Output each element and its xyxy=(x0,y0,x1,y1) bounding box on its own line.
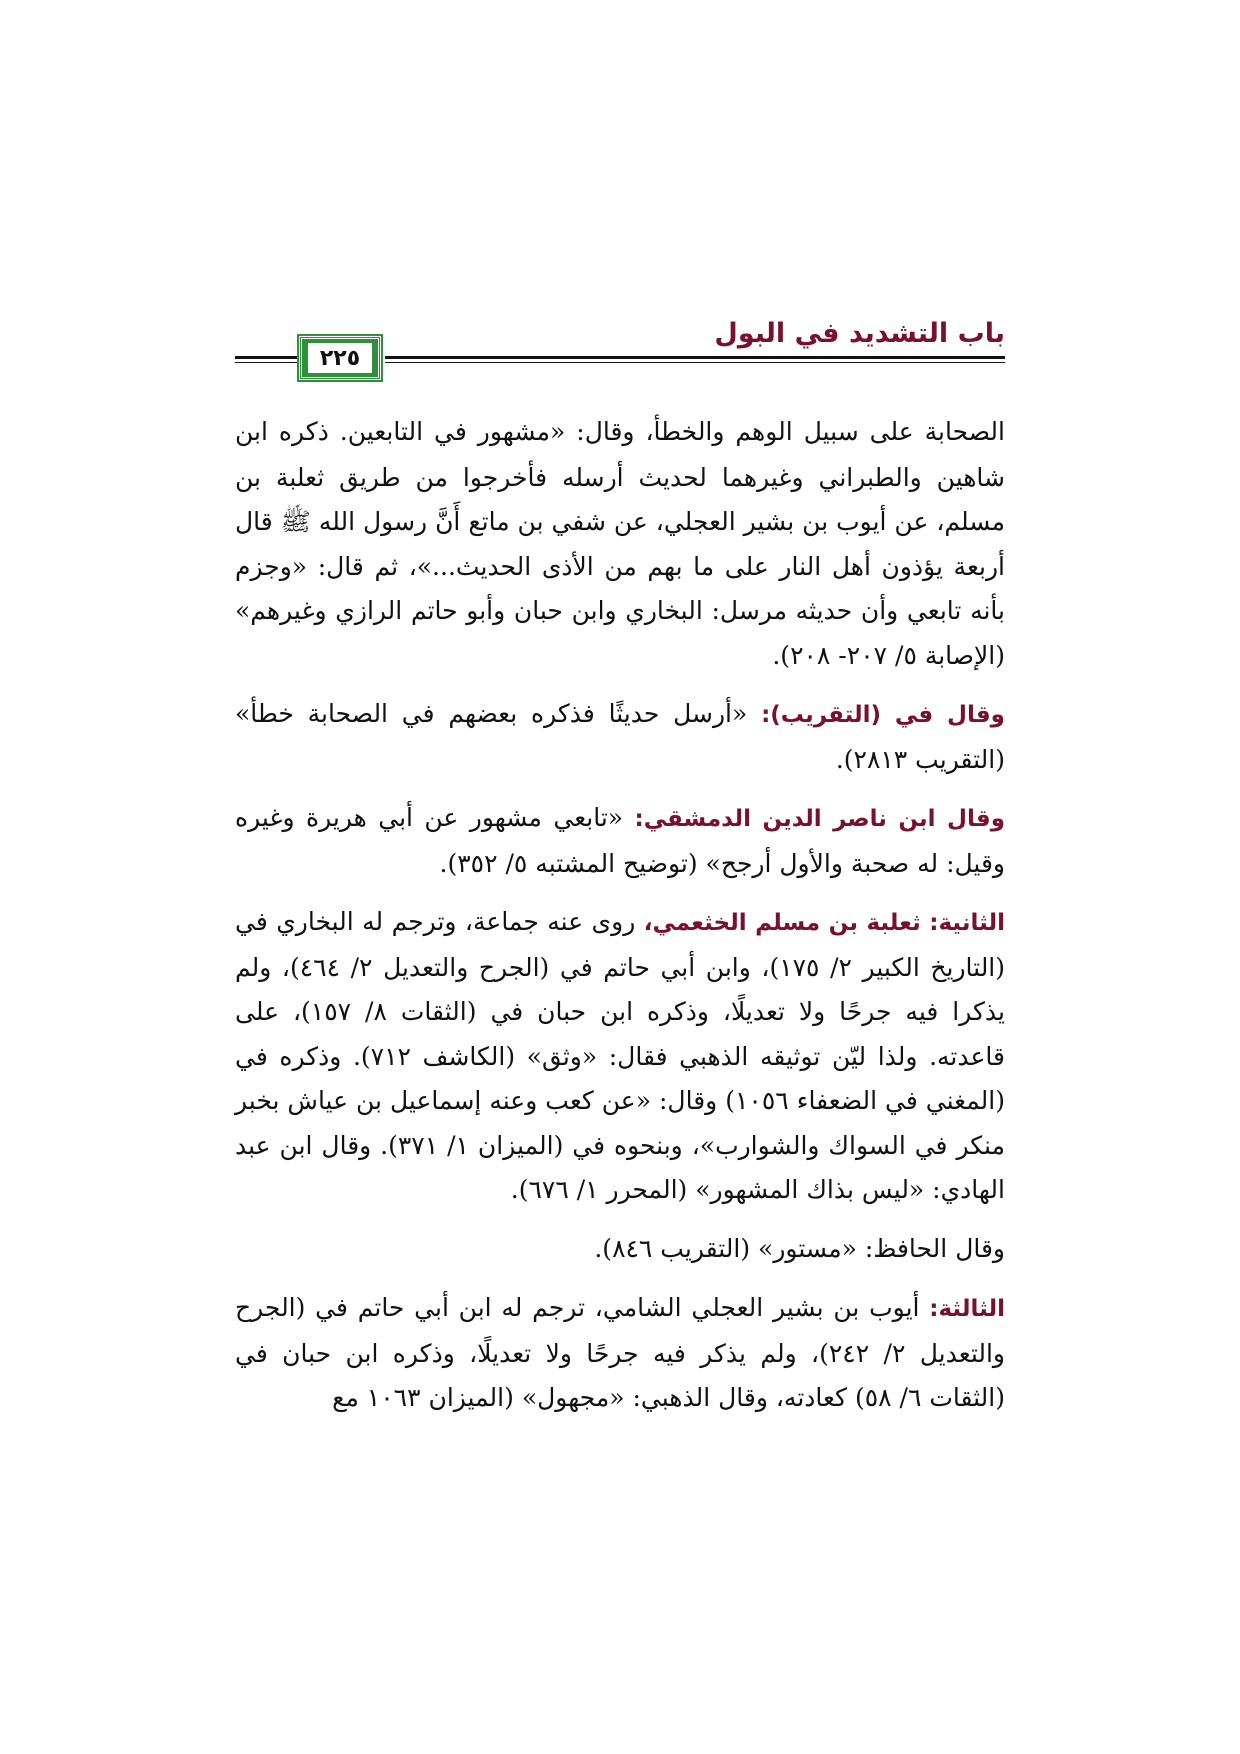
paragraph-1 xyxy=(235,410,1005,678)
paragraph-lead: وقال في (التقريب): xyxy=(761,702,1005,728)
chapter-title: باب التشديد في البول xyxy=(714,318,1005,349)
paragraph-5 xyxy=(235,1227,1005,1273)
paragraph-lead: الثالثة: xyxy=(929,1296,1005,1322)
page-number: ٢٢٥ xyxy=(307,342,373,374)
paragraph-text: أيوب بن بشير العجلي الشامي، ترجم له ابن أبي حاتم في (الجرح والتعديل ٢/ ٢٤٢)، ولم يذكر فيه جرحًا ولا تعديلًا، وذكره ابن حبان في (الثقات ٦/ ٥٨) كعادته، وقال الذهبي: «مجهول» (الميزان ١٠٦٣ مع xyxy=(235,1293,1006,1412)
paragraph-4 xyxy=(235,900,1005,1213)
paragraph-text: «أرسل حديثًا فذكره بعضهم في الصحابة خطأ» (التقريب ٢٨١٣). xyxy=(235,699,1005,774)
paragraph-text: «تابعي مشهور عن أبي هريرة وغيره وقيل: له صحبة والأول أرجح» (توضيح المشتبه ٥/ ٣٥٢). xyxy=(235,803,1005,878)
paragraph-3 xyxy=(235,796,1005,886)
page-number-badge xyxy=(299,336,381,380)
paragraph-lead: وقال ابن ناصر الدين الدمشقي: xyxy=(634,806,1005,832)
paragraph-text: وقال الحافظ: «مستور» (التقريب ٨٤٦). xyxy=(594,1233,1005,1263)
paragraph-6 xyxy=(235,1286,1005,1421)
page-body xyxy=(235,410,1005,1435)
paragraph-lead: الثانية: ثعلبة بن مسلم الخثعمي، xyxy=(643,910,1005,936)
paragraph-2 xyxy=(235,692,1005,782)
header-rule-right xyxy=(385,356,1005,363)
page-header xyxy=(235,318,1005,380)
paragraph-text: روى عنه جماعة، وترجم له البخاري في (التاريخ الكبير ٢/ ١٧٥)، وابن أبي حاتم في (الجرح والتعديل ٢/ ٤٦٤)، ولم يذكرا فيه جرحًا ولا تعديلًا، وذكره ابن حبان في (الثقات ٨/ ١٥٧)، على قاعدته. ولذا ليّن توثيقه الذهبي فقال: «وثق» (الكاشف ٧١٢). وذكره في (المغني في الضعفاء ١٠٥٦) وقال: «عن كعب وعنه إسماعيل بن عياش بخبر منكر في السواك والشوارب»، وبنحوه في (الميزان ١/ ٣٧١). وقال ابن عبد الهادي: «ليس بذاك المشهور» (المحرر ١/ ٦٧٦). xyxy=(235,907,1006,1204)
header-rule-left xyxy=(235,356,297,363)
paragraph-text: الصحابة على سبيل الوهم والخطأ، وقال: «مشهور في التابعين. ذكره ابن شاهين والطبراني وغيرهما لحديث أرسله فأخرجوا من طريق ثعلبة بن مسلم، عن أيوب بن بشير العجلي، عن شفي بن ماتع أَنَّ رسول الله ﷺ قال أربعة يؤذون أهل النار على ما بهم من الأذى الحديث...»، ثم قال: «وجزم بأنه تابعي وأن حديثه مرسل: البخاري وابن حبان وأبو حاتم الرازي وغيرهم» (الإصابة ٥/ ٢٠٧- ٢٠٨). xyxy=(235,417,1005,670)
